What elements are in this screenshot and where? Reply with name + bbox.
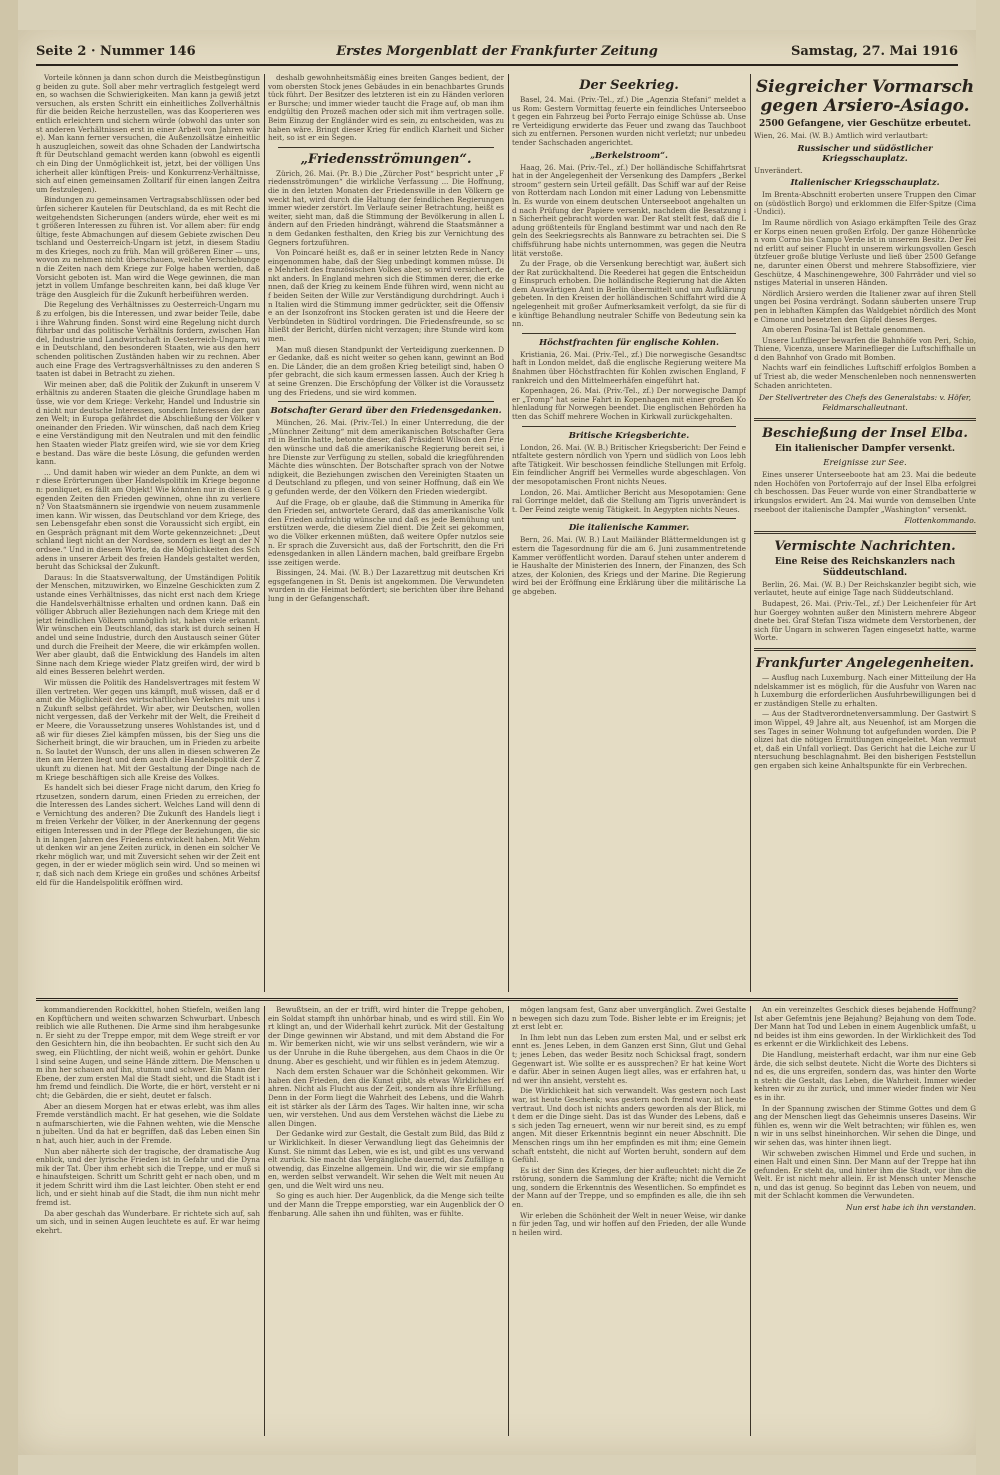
friedensstroemungen-body: Zürich, 26. Mai. (Pr. B.) Die „Zürcher Post“ bespricht unter „Friedensströmungen“ die wirkliche Verfassung ... Die Hoffnung, die in den letzten Monaten der Friedenswille in den Völkern geweckt hat, wird durch die Haltung der feindlichen Regierungen immer wieder zerstört. Im Verlaufe seiner Betrachtung, heißt es weiter, sieht man, daß die Stimmung der Bevölkerung in allen Ländern auf den Frieden hindrängt, während die Staatsmänner an dem Gedanken festhalten, den Krieg bis zur Vernichtung des Gegners fortzuführen. Von Poincaré heißt es, daß er in seiner letzten Rede in Nancy eingenommen habe, daß der Sieg unbedingt kommen müsse. Die Mehrheit des französischen Volkes aber, so wird versichert, denkt anders. In England mehren sich die Stimmen derer, die erkennen, daß der Krieg zu keinem Ende führen wird, wenn nicht auf beiden Seiten der Wille zur Verständigung durchdringt. Auch in Italien wird die Stimmung immer gedrückter, seit die Offensive an der Isonzofront ins Stocken geraten ist und die Heere der Verbündeten in Südtirol vordringen. Die Friedensfreunde, so schließt der Bericht, dürfen nicht verzagen; ihre Stunde wird kommen. Man muß diesen Standpunkt der Verteidigung zuerkennen. Der Gedanke, daß es nicht weiter so gehen kann, gewinnt an Boden. Die Länder, die an dem großen Krieg beteiligt sind, haben Opfer gebracht, die sich kaum ermessen lassen. Auch der Krieg hat seine Grenzen. Die Erschöpfung der Völker ist die Voraussetzung des Friedens, und sie wird kommen. (268, 168, 504, 397)
vormarsch-signature: Der Stellvertreter des Chefs des Generalstabs: v. Höfer, Feldmarschalleutnant. (758, 393, 972, 413)
feuilleton-column-2: Bewußtsein, an der er trifft, wird hinter die Treppe gehoben, ein Soldat stampft ihn unhörbar hinab, und es wird still. Ein Wort klingt an, und der Widerhall kehrt zurück. Mit der Gestaltung der Dinge gewinnen wir Abstand, und mit dem Abstand die Form. Wir bemerken nicht, wie wir uns selbst verändern, wie wir aus der Unruhe in die Ruhe übergehen, aus dem Chaos in die Ordnung. Aber es geschieht, und wir fühlen es in jedem Atemzug. Nach dem ersten Schauer war die Schönheit gekommen. Wir haben den Frieden, den die Kunst gibt, als etwas Wirkliches erfahren. Nicht als Flucht aus der Zeit, sondern als ihre Erfüllung. Denn in der Form liegt die Wahrheit des Lebens, und die Wahrheit ist stärker als der Lärm des Tages. Wir halten inne, wir schauen, wir verstehen. Und aus dem Verstehen wächst die Liebe zu allen Dingen. Der Gedanke wird zur Gestalt, die Gestalt zum Bild, das Bild zur Wirklichkeit. In dieser Verwandlung liegt das Geheimnis der Kunst. Sie nimmt das Leben, wie es ist, und gibt es uns verwandelt zurück. Sie macht das Vergängliche dauernd, das Zufällige notwendig, das Einzelne allgemein. Und wir, die wir sie empfangen, werden selbst verwandelt. Wir sehen die Welt mit neuen Augen, und die Welt wird uns neu. So ging es auch hier. Der Augenblick, da die Menge sich teilte und der Mann die Treppe emporstieg, war ein Augenblick der Offenbarung. Alle sahen ihn und fühlten, was er fühlte. (268, 1006, 504, 1218)
berkelstroom-dateline: Haag, 26. Mai. (Priv.-Tel., zf.) (520, 162, 628, 172)
column-divider (750, 74, 751, 992)
article-separator (278, 401, 494, 402)
vermischte-dateline-2: Budapest, 26. Mai. (Priv.-Tel., zf.) (762, 599, 885, 608)
frankfurter-headline: Frankfurter Angelegenheiten. (755, 655, 975, 671)
seekrieg-body: Basel, 24. Mai. (Priv.-Tel., zf.) Die „Agenzia Stefani“ meldet aus Rom: Gestern Vormittag feuerte ein feindliches Unterseeboot gegen ein Fahrzeug bei Porto Ferrajo einige Schüsse ab. Unsere Verteidigung erwiderte das Feuer und zwang das Tauchboot sich zu entfernen. Personen wurden nicht verletzt; nur unbedeutender Sachschaden angerichtet. (512, 95, 746, 147)
elba-signature: Flottenkommando. (904, 516, 976, 526)
gerard-dateline: München, 26. Mai. (Priv.-Tel.) (276, 418, 388, 428)
column-divider (508, 1006, 509, 1436)
column-2 (268, 74, 504, 992)
vormarsch-headline: Siegreicher Vormarsch gegen Arsiero-Asiago. (755, 77, 975, 116)
column-4 (754, 74, 976, 992)
britische-headline: Britische Kriegsberichte. (568, 430, 690, 441)
elba-subheadline: Ein italienischer Dampfer versenkt. (774, 444, 956, 455)
book-spine (0, 0, 18, 1475)
feuilleton-closing-note: Nun erst habe ich ihn verstanden. (846, 1203, 976, 1213)
feuilleton-column-3: mögen langsam fest, Ganz aber unvergänglich. Zwei Gestalten bewegen sich dazu zum Tode. Bisher lebte er im Ereignis; jetzt erst lebt er. In Ihm lebt nun das Leben zum ersten Mal, und er selbst erkennt es. Jenes Leben, in dem Ganzen erst Sinn, Glut und Gehalt; jenes Leben, das weder Besitz noch Schicksal fragt, sondern Gegenwart ist. Wie sollte er es aussprechen? Er hat keine Worte dafür. Aber in seinen Augen liegt alles, was er erfahren hat, und wer ihn ansieht, versteht es. Die Wirklichkeit hat sich verwandelt. Was gestern noch Last war, ist heute Geschenk; was gestern noch fremd war, ist heute vertraut. Und doch ist nichts anders geworden als der Blick, mit dem er die Dinge sieht. Das ist das Wunder des Lebens, daß es sich jeden Tag erneuert, wenn wir nur bereit sind, es zu empfangen. Mit dieser Erkenntnis beginnt ein neuer Abschnitt. Die Menschen rings um ihn her empfinden es mit ihm; eine Gemeinschaft entsteht, die nicht auf Worten beruht, sondern auf dem Gefühl. Es ist der Sinn des Krieges, der hier aufleuchtet: nicht die Zerstörung, sondern die Sammlung der Kräfte; nicht die Vernichtung, sondern die Erkenntnis des Wesentlichen. So empfindet es der Mann auf der Treppe, und so empfinden es alle, die ihn sehen. Wir erleben die Schönheit der Welt in neuer Weise, wir danken für jeden Tag, und wir hoffen auf den Frieden, der alle Wunden heilen wird. (512, 1006, 746, 1237)
article-separator (754, 648, 976, 651)
britische-body: London, 26. Mai. (W. B.) Britischer Kriegsbericht: Der Feind entfaltete gestern nördlich von Ypern und südlich von Loos lebhafte Tätigkeit. Wir beschossen feindliche Stellungen mit Erfolg. Ein feindlicher Angriff bei Vermelles wurde abgeschlagen. Von der mesopotamischen Front nichts Neues. London, 26. Mai. Amtlicher Bericht aus Mesopotamien: General Gorringe meldet, daß die Stellung am Tigris unverändert ist. Der Feind zeigte wenig Tätigkeit. In Aegypten nichts Neues. (512, 442, 746, 514)
kammer-headline: Die italienische Kammer. (568, 523, 690, 534)
elba-headline: Beschießung der Insel Elba. (762, 426, 968, 442)
berkelstroom-body: Haag, 26. Mai. (Priv.-Tel., zf.) Der holländische Schiffahrtsrat hat in der Angelegenheit der Versenkung des Dampfers „Berkelstroom“ gestern sein Urteil gefällt. Das Schiff war auf der Reise von Rotterdam nach London mit einer Ladung von Lebensmitteln. Es wurde von einem deutschen Unterseeboot angehalten und nach Prüfung der Papiere versenkt, nachdem die Besatzung in Sicherheit gebracht worden war. Der Rat stellt fest, daß die Ladung größtenteils für England bestimmt war und nach den Regeln des Seekriegsrechts als Bannware zu betrachten sei. Die Schiffsführung habe nichts unternommen, was gegen die Neutralität verstoße. Zu der Frage, ob die Versenkung berechtigt war, äußert sich der Rat zurückhaltend. Die Reederei hat gegen die Entscheidung Einspruch erhoben. Die holländische Regierung hat die Akten dem Auswärtigen Amt in Berlin übermittelt und um Aufklärung gebeten. In den Kreisen der holländischen Schiffahrt wird die Angelegenheit mit großer Aufmerksamkeit verfolgt, da sie für die künftige Behandlung neutraler Schiffe von Bedeutung sein kann. (512, 162, 746, 329)
article-separator (522, 426, 736, 427)
vermischte-subheadline: Eine Reise des Reichskanzlers nach Süddeutschland. (774, 556, 956, 578)
column-divider (264, 1006, 265, 1436)
frankfurter-body: — Ausflug nach Luxemburg. Nach einer Mitteilung der Handelskammer ist es möglich, für die Ausfuhr von Waren nach Luxemburg die erforderlichen Ausfuhrbewilligungen bei der zuständigen Stelle zu erhalten. — Aus der Stadtverordnetenversammlung. Der Gastwirt Simon Wippel, 49 Jahre alt, aus Neuenhof, ist am Morgen dieses Tages in seiner Wohnung tot aufgefunden worden. Die Polizei hat die nötigen Ermittlungen eingeleitet. Man vermutet, daß ein Unfall vorliegt. Das Gericht hat die Leiche zur Untersuchung beschlagnahmt. Bei den bisherigen Feststellungen ergaben sich keine Anhaltspunkte für ein Verbrechen. (754, 672, 976, 770)
berkelstroom-headline: „Berkelstroom“. (590, 150, 668, 161)
vormarsch-subheadline: 2500 Gefangene, vier Geschütze erbeutet. (758, 119, 972, 129)
britische-dateline: London, 26. Mai. (W. B.) (520, 442, 608, 452)
article-separator (754, 531, 976, 534)
column-divider (750, 1006, 751, 1436)
vermischte-headline: Vermischte Nachrichten. (774, 538, 956, 554)
vermischte-body: Berlin, 26. Mai. (W. B.) Der Reichskanzler begibt sich, wie verlautet, heute auf einige Tage nach Süddeutschland. Budapest, 26. Mai. (Priv.-Tel., zf.) Der Leichenfeier für Arthur Goergey wohnten außer den Ministern mehrere Abgeordnete bei. Graf Stefan Tisza widmete dem Verstorbenen, der sich für Ungarn in schweren Tagen eingesetzt hatte, warme Worte. (754, 579, 976, 643)
seekrieg-headline: Der Seekrieg. (579, 78, 679, 93)
gerard-body: München, 26. Mai. (Priv.-Tel.) In einer Unterredung, die der „Münchner Zeitung“ mit dem amerikanischen Botschafter Gerard in Berlin hatte, betonte dieser, daß Präsident Wilson den Frieden wünsche und daß die amerikanische Regierung bereit sei, ihre Dienste zur Verfügung zu stellen, sobald die kriegführenden Mächte dies wünschten. Der Botschafter sprach von der Notwendigkeit, die Beziehungen zwischen den Vereinigten Staaten und Deutschland zu pflegen, und von seiner Hoffnung, daß ein Weg gefunden werde, der den Völkern den Frieden wiedergibt. Auf die Frage, ob er glaube, daß die Stimmung in Amerika für den Frieden sei, antwortete Gerard, daß das amerikanische Volk den Frieden aufrichtig wünsche und daß es jede Bemühung unterstützen werde, die diesem Ziel dient. Die Zeit sei gekommen, wo die Völker erkennen müßten, daß weitere Opfer nutzlos seien. Er sprach die Zuversicht aus, daß der Fortschritt, den die Friedensgedanken in allen Ländern machen, bald greifbare Ergebnisse zeitigen werde. Bissingen, 24. Mai. (W. B.) Der Lazarettzug mit deutschen Kriegsgefangenen in St. Denis ist angekommen. Die Verwundeten wurden in die Heimat befördert; sie berichten über ihre Behandlung in der Gefangenschaft. (268, 418, 504, 604)
column-divider (264, 74, 265, 992)
feuilleton-column-1: kommandierenden Rockkittel, hohen Stiefeln, weißen langen Kopftüchern und weiten schwarzen Schwurbart. Unbeschreiblich wie alle Ruthenen. Die Arme sind ihm herabgesunken. Er sieht zu der Treppe empor, mit dem Wege streift er vor den Gesichtern hin, die ihn beobachten. Er sucht sich den Ausweg, ein Flüchtling, der nicht weiß, wohin er gehört. Dunkel sind seine Augen, und seine Hände zittern. Die Menschen um ihn her schauen auf ihn, stumm und schwer. Ein Mann der Ebene, der zum ersten Mal die Stadt sieht, und die Stadt ist ihm fremd und feindlich. Die Worte, die er hört, versteht er nicht; die Gebärden, die er sieht, deutet er falsch. Aber an diesem Morgen hat er etwas erlebt, was ihm alles Fremde verständlich macht. Er hat gesehen, wie die Soldaten aufmarschierten, wie die Fahnen wehten, wie die Menschen jubelten. Und da hat er begriffen, daß das Leben einen Sinn hat, auch hier, auch in der Fremde. Nun aber näherte sich der tragische, der dramatische Augenblick, und der lyrische Frieden ist in Gefahr und die Dynamik der Tat. Über ihm erhebt sich die Treppe, und er muß sie hinaufsteigen. Schritt um Schritt geht er nach oben, und mit jedem Schritt wird ihm die Last leichter. Oben steht er endlich, und er sieht hinab auf die Stadt, die ihm nun nicht mehr fremd ist. Da aber geschah das Wunderbare. Er richtete sich auf, sah um sich, und in seinen Augen leuchtete es auf. Er war heimgekehrt. (36, 1006, 260, 1235)
vormarsch-section-italian: Italienischer Kriegsschauplatz. (790, 178, 940, 189)
article-separator (522, 333, 736, 334)
vormarsch-body: Im Brenta-Abschnitt eroberten unsere Truppen den Cimaron (südöstlich Borgo) und erklommen die Elfer-Spitze (Cima-Undici). Im Raume nördlich von Asiago erkämpften Teile des Grazer Korps einen neuen großen Erfolg. Der ganze Höhenrücken vom Corno bis Campo Verde ist in unserem Besitz. Der Feind erlitt auf seiner Flucht in unserem wirkungsvollen Geschützfeuer große blutige Verluste und ließ über 2500 Gefangene, darunter einen Oberst und mehrere Stabsoffiziere, vier Geschütze, 4 Maschinengewehre, 300 Fahrräder und viel sonstiges Material in unseren Händen. Nördlich Arsiero werden die Italiener zwar auf ihren Stellungen bei Posina verdrängt. Sodann säuberten unsere Truppen in lebhaften Kämpfen das Waldgebiet nördlich des Monte Cimone und besetzten den Gipfel dieses Berges. Am oberen Posina-Tal ist Bettale genommen. Unsere Luftflieger bewarfen die Bahnhöfe von Peri, Schio, Thiene, Vicenza, unsere Marineflieger die Luftschiffhalle und den Bahnhof von Grado mit Bomben. Nachts warf ein feindliches Luftschiff erfolglos Bomben auf Triest ab, die weder Menschenleben noch nennenswerten Schaden anrichteten. (754, 190, 976, 390)
vormarsch-section-russian-text: Unverändert. (754, 165, 803, 175)
feuilleton-divider (36, 998, 958, 1001)
elba-body: Eines unserer Unterseeboote hat am 23. Mai die bedeutenden Hochöfen von Portoferrajo auf der Insel Elba erfolgreich beschossen. Das Feuer wurde von einer Strandbatterie wirkungslos erwidert. Am 24. Mai wurde von demselben Unterseeboot der italienische Dampfer „Washington“ versenkt. (754, 470, 976, 514)
article-separator (278, 147, 494, 148)
column-1-text: Vorteile können ja dann schon durch die Meistbegünstigung beiden zu gute. Soll aber mehr vertraglich festgelegt werden, so wachsen die Schwierigkeiten. Man kann ja gewiß jetzt versuchen, als ersten Schritt ein einheitliches Zollverhältnis für die beiden Reiche herzustellen, was das Kooperieren wesentlich erleichtern und sichern würde (obwohl das unter sonst anderen Verhältnissen erst in einer Arbeit von Jahren wäre). Man kann ferner versuchen, die Außenzollsätze einheitlich auszugleichen, soweit das ohne Schaden der Landwirtschaft für Deutschland gemacht werden kann (obwohl es eigentlich ein Ding der Unmöglichkeit ist, jetzt, bei der völligen Unsicherheit aller künftigen Preis- und Konkurrenz-Verhältnisse, sich auf einen gemeinsamen Zolltarif für einen langen Zeitraum festzulegen). Bindungen zu gemeinsamen Vertragsabschlüssen oder bedürfen sicherer Kautelen für Deutschland, da es mit Recht die weitgehendsten Sicherungen (anders würde, eher weit es mit größeren Interessen zu führen ist. Vor allem aber: für endgültige, feste Abmachungen auf diesem Gebiete zwischen Deutschland und Oesterreich-Ungarn ist jetzt, in diesem Stadium des Krieges, noch zu früh. Man will größeren Einer — uns, wovon zu nehmen nicht überschauen, welche Verschiebungen die Zeiten nach dem Kriege zur Folge haben werden, daß Vorsicht geboten ist. Man wird die Wege gewinnen, die man jetzt in vollem Umfange beschreiten kann, bei daß kluge Verträge den Ausgleich für die Zukunft herbeiführen werden. Die Regelung des Verhältnisses zu Oesterreich-Ungarn muß zu erfolgen, bis die Interessen, und zwar beider Teile, dabei ihre Wahrung finden. Sonst wird eine Regelung nicht durchführbar und das politische Verhältnis fordern, zwischen Handel, Industrie und Landwirtschaft in Oesterreich-Ungarn, wie in Deutschland, den besonderen Staaten, wie aus den herrschenden politischen Zuständen haben wir zu rechnen. Aber auch eine Frage des Vertragsverhältnisses zu den anderen Staaten ist dabei in Betracht zu ziehen. Wir meinen aber, daß die Politik der Zukunft in unserem Verhältnis zu anderen Staaten die gleiche Grundlage haben müsse, wie vor dem Kriege: Verkehr, Handel und Industrie sind nicht nur deutsche Interessen, sondern Interessen der ganzen Welt; in Europa gefährdet die Abschließung der Völker voneinander den Frieden. Wir wünschen, daß nach dem Kriege eine Verständigung mit den Neutralen und mit den feindlichen Staaten wieder Platz greifen wird, wie sie vor dem Kriege bestand. Das wäre die beste Lösung, die gefunden werden kann. ... Und damit haben wir wieder an dem Punkte, an dem wir diese Erörterungen über Handelspolitik im Kriege begonnen: ponliquet, es fällt am Objekt! Wie könnten nur in diesen Gegenden Zeiten den Frieden gewinnen, ohne ihn zu verlieren? Von Staatsmännern sie irgendwie von neuem zusammenleimen kann. Wir wissen, das Deutschland vor dem Kriege, dessen Lebensgefahr eben sonst die Voraussicht sich ergibt, einen Gespräch prägnant mit dem Worte gekennzeichnet: „Deutschland liegt nicht an der Nordsee, sondern es liegt an der Nordsee.“ Und in diesem Worte, da die Möglichkeiten des Schadens in unserer Arbeit des freien Handels gestaltet werden, beruht das Schicksal der Zukunft. Daraus: In die Staatsverwaltung, der Umständigen Politik der Menschen, mitzuwirken, wo Einzelne Geschickten zum Zustande eines Verhältnisses, das nicht erst nach dem Kriege die Handelsverhältnisse erhalten und ordnen kann. Daß ein völliger Abbruch aller Beziehungen nach dem Kriege mit den jetzt feindlichen Völkern unmöglich ist, haben viele erkannt. Wir wünschen ein Deutschland, das stark ist durch seinen Handel und seine Industrie, durch den Austausch seiner Güter und durch die Freiheit der Meere, die wir erkämpfen wollen. Wer aber glaubt, daß die Entwicklung des Handels im alten Sinne nach dem Kriege wieder Platz greifen wird, der wird bald eines Besseren belehrt werden. Wir müssen die Politik des Handelsvertrages mit festem Willen vertreten. Wer gegen uns kämpft, muß wissen, daß er damit die Möglichkeit des wirtschaftlichen Verkehrs mit uns in Zukunft selbst gefährdet. Wir aber, wir Deutschen, wollen nicht vergessen, daß der Verkehr mit der Welt, die Freiheit der Meere, die Voraussetzung unseres Wohlstandes ist, und daß wir für dieses Ziel kämpfen müssen, bis der Sieg uns die Sicherheit bringt, die wir brauchen, um in Frieden zu arbeiten. So lautet der Wunsch, der uns allen in diesen schweren Zeiten am Herzen liegt und dem auch die Handelspolitik der Zukunft zu dienen hat. Mit der Gestaltung der Dinge nach dem Kriege beschäftigen sich alle Kreise des Volkes. Es handelt sich bei dieser Frage nicht darum, den Krieg fortzusetzen, sondern darum, einen Frieden zu erreichen, der die Interessen des Landes sichert. Welches Land will denn die Vernichtung des anderen? Die Zukunft des Handels liegt im freien Verkehr der Völker, in der Anerkennung der gegenseitigen Interessen und in der Pflege der Beziehungen, die sich in langen Jahren des Friedens entwickelt haben. Mit Wehmut denken wir an jene Zeiten zurück, in denen ein solcher Verkehr möglich war, und mit Zuversicht sehen wir der Zeit entgegen, in der er wieder möglich sein wird. Und so meinen wir, daß sich nach dem Kriege ein großes und schönes Arbeitsfeld für die Handelspolitik eröffnen wird. (36, 74, 260, 887)
feuilleton-column-4 (754, 1006, 976, 1436)
page-header (36, 44, 958, 66)
kohlen-dateline: Kristiania, 26. Mai. (Priv.-Tel., zf.) (520, 349, 643, 359)
article-separator (754, 418, 976, 421)
newspaper-page (18, 30, 976, 1455)
header-date: Samstag, 27. Mai 1916 (790, 44, 958, 59)
frankfurter-dateline: — Ausflug nach Luxemburg. (762, 672, 866, 682)
column-2-intro-text: deshalb gewohnheitsmäßig eines breiten Ganges bedient, der vom obersten Stock jenes Gebäudes in ein benachbartes Grundstück führt. Der Besitzer des letzteren ist ein zu Händen verlorener Bursche; und immer wieder taucht die Frage auf, ob man ihm endgültig den Prozeß machen oder sich mit ihm vertragen solle. Beim Einzug der Engländer wird es sein, zu entscheiden, was zu haben wäre. Bringt dieser Krieg für endlich Klarheit und Sicherheit, so ist er ein Segen. (268, 74, 504, 143)
kammer-dateline: Bern, 26. Mai. (W. B.) (520, 535, 600, 545)
vermischte-dateline: Berlin, 26. Mai. (W. B.) (762, 579, 846, 589)
article-separator (522, 518, 736, 519)
friedensstroemungen-headline: „Friedensströmungen“. (300, 151, 472, 167)
elba-section: Ereignisse zur See. (823, 458, 907, 469)
feuilleton-column-4-text: An ein vereinzeltes Geschick dieses bejahende Hoffnung? Ist aber Gefemtnis jene Bejahung? Bejahung von dem Tode. Der Mann hat Tod und Leben in einem Augenblick umfaßt, und beides ist ihm eins geworden. In der Wirklichkeit des Todes erkennt er die Wirklichkeit des Lebens. Die Handlung, meisterhaft erdacht, war ihm nur eine Gebärde, die sich selbst deutete. Nicht die Worte des Dichters sind es, die uns ergreifen, sondern das, was hinter den Worten steht: die Gestalt, das Leben, die Wahrheit. Immer wieder kehren wir zu ihr zurück, und immer wieder finden wir Neues in ihr. In der Spannung zwischen der Stimme Gottes und dem Gang der Menschen liegt das Geheimnis unseres Daseins. Wir fühlen es, wenn wir die Welt betrachten; wir fühlen es, wenn wir in uns selbst hineinhorchen. Wir sehen die Dinge, und wir sehen das, was hinter ihnen liegt. Wir schweben zwischen Himmel und Erde und suchen, in einen Halt und einen Sinn. Der Mann auf der Treppe hat ihn gefunden. Er steht da, und hinter ihm die Stadt, vor ihm die Welt. Er ist nicht mehr allein. Er ist Mensch unter Menschen, und das ist genug. So beginnt das Leben von neuem, und mit der Schlacht kommen die Verwundeten. (754, 1006, 976, 1201)
kohlen-headline: Höchstfrachten für englische Kohlen. (539, 337, 719, 348)
gerard-headline: Botschafter Gerard über den Friedensgedanken. (270, 406, 502, 417)
column-divider (508, 74, 509, 992)
friedensstroemungen-dateline: Zürich, 26. Mai. (Pr. B.) Die „Zürcher Post“ bespricht unter „Friedensströmungen“ die wirkliche Verfassung ... (268, 168, 504, 187)
seekrieg-dateline: Basel, 24. Mai. (Priv.-Tel., zf.) (520, 95, 629, 104)
vormarsch-dateline: Wien, 26. Mai. (W. B.) Amtlich wird verlautbart: (754, 131, 929, 140)
kohlen-dateline-2: Kopenhagen, 26. Mai. (Priv.-Tel., zf.) (520, 386, 654, 396)
column-3 (512, 74, 746, 992)
kohlen-body: Kristiania, 26. Mai. (Priv.-Tel., zf.) Die norwegische Gesandtschaft in London meldet, daß die englische Regierung weitere Maßnahmen über Höchstfrachten für Kohlen zwischen England, Frankreich und den Mittelmeerhäfen eingeführt hat. Kopenhagen, 26. Mai. (Priv.-Tel., zf.) Der norwegische Dampfer „Tromp“ hat seine Fahrt in Kopenhagen mit einer großen Kohlenladung für Norwegen beendet. Die englischen Behörden hatten das Schiff mehrere Wochen in Kirkwall zurückgehalten. (512, 349, 746, 421)
vormarsch-section-russian: Russischer und südöstlicher Kriegsschauplatz. (797, 143, 933, 164)
header-page-number: Seite 2 · Nummer 146 (36, 44, 196, 59)
page-edge (976, 0, 1000, 1475)
kammer-body: Bern, 26. Mai. (W. B.) Laut Mailänder Blättermeldungen ist gestern die Tagesordnung für die am 6. Juni zusammentretende Kammer veröffentlicht worden. Darauf stehen unter anderem die Haushalte der Ministerien des Innern, der Finanzen, des Schatzes, der Kolonien, des Kriegs und der Marine. Die Regierung wird bei der Eröffnung eine Erklärung über die militärische Lage abgeben. (512, 535, 746, 596)
header-masthead: Erstes Morgenblatt der Frankfurter Zeitung (336, 44, 658, 59)
